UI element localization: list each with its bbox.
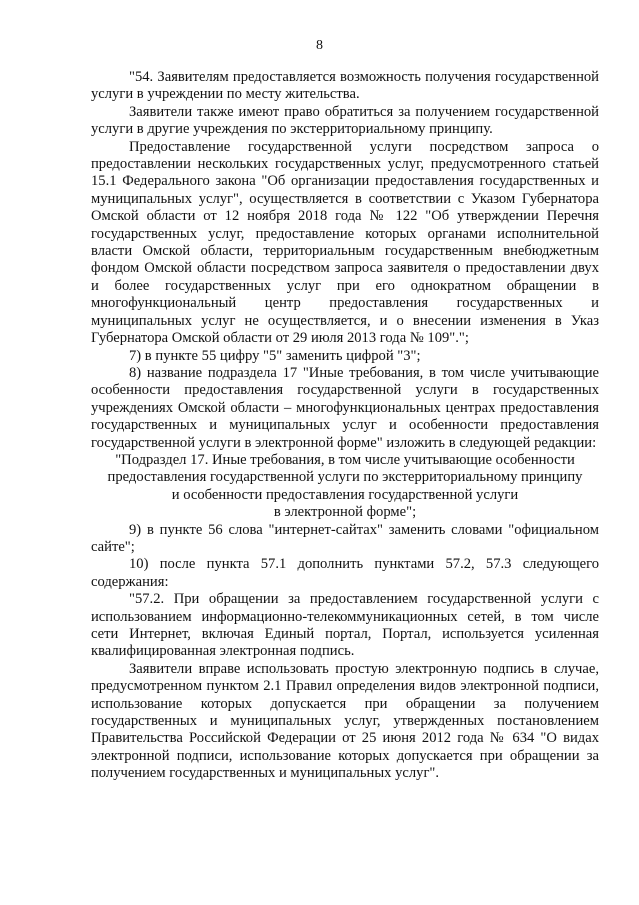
subsection-heading-line: "Подраздел 17. Иные требования, в том числе учитывающие особенности [115, 451, 575, 468]
amendment-item-10: 10) после пункта 57.1 дополнить пунктами 57.2, 57.3 следующего содержания: [91, 556, 599, 590]
paragraph-multiple-services-request: Предоставление государственной услуги посредством запроса о предоставлении нескольких государственных услуг, предусмотренного статьей 15.1 Федерального закона "Об организации предоставления государственных и муниципальных услуг", осуществляется в соответствии с Указом Губернатора Омской области от 12 ноября 2018 года № 122 "Об утверждении Перечня государственных услуг, предоставление которых органами исполнительной власти Омской области, территориальным государственным внебюджетным фондом Омской области посредством запроса заявителя о предоставлении двух и более государственных услуг при его однократном обращении в многофункциональный центр предоставления государственных и муниципальных услуг не осуществляется, и о внесении изменения в Указ Губернатора Омской области от 29 июля 2013 года № 109"."; [91, 138, 599, 347]
subsection-heading-line: в электронной форме"; [273, 504, 417, 521]
paragraph-item-54: "54. Заявителям предоставляется возможность получения государственной услуги в учреждении по месту жительства. [91, 69, 599, 103]
paragraph-extraterritorial: Заявители также имеют право обратиться за получением государственной услуги в другие учреждения по экстерриториальному принципу. [91, 103, 599, 138]
paragraph-item-57-2: "57.2. При обращении за предоставлением государственной услуги с использованием информационно-телекоммуникационных сетей, в том числе сети Интернет, включая Единый портал, Портал, используется усиленная квалифицированная электронная подпись. [91, 591, 599, 660]
subsection-heading-line: и особенности предоставления государственной услуги [171, 486, 519, 503]
amendment-item-9: 9) в пункте 56 слова "интернет-сайтах" заменить словами "официальном сайте"; [91, 521, 599, 555]
subsection-heading-line: предоставления государственной услуги по экстерриториальному принципу [107, 469, 583, 486]
document-body [91, 69, 599, 783]
amendment-item-7: 7) в пункте 55 цифру "5" заменить цифрой "3"; [129, 347, 421, 364]
amendment-item-8: 8) название подраздела 17 "Иные требования, в том числе учитывающие особенности предоставления государственной услуги в государственных учреждениях Омской области – многофункциональных центрах предоставления государственных и муниципальных услуг и особенности предоставления государственной услуги в электронной форме" изложить в следующей редакции: [91, 364, 599, 451]
subsection-17-heading [91, 452, 599, 522]
page-number: 8 [316, 38, 323, 53]
paragraph-simple-signature: Заявители вправе использовать простую электронную подпись в случае, предусмотренном пунктом 2.1 Правил определения видов электронной подписи, использование которых допускается при обращении за получением государственных и муниципальных услуг, утвержденных постановлением Правительства Российской Федерации от 25 июня 2012 года № 634 "О видах электронной подписи, использование которых допускается при обращении за получением государственных и муниципальных услуг". [91, 660, 599, 782]
